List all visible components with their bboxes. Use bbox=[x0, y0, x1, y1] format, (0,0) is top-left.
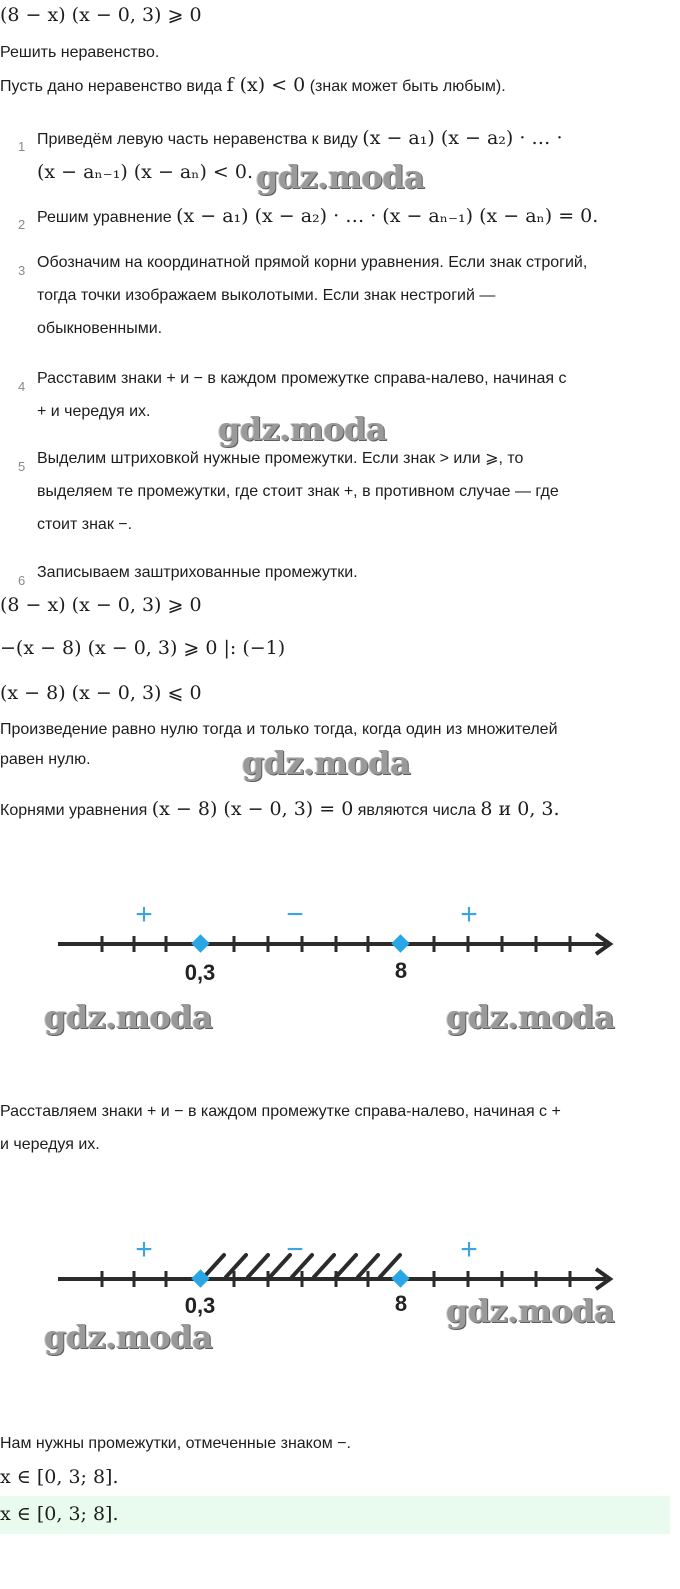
step-4 bbox=[18, 362, 674, 428]
equation-2: −(x − 8) (x − 0, 3) ⩾ 0 |: (−1) bbox=[0, 637, 286, 659]
point-label: 0,3 bbox=[184, 1293, 216, 1318]
roots-text: Корнями уравнения (x − 8) (x − 0, 3) = 0 являются числа 8 и 0, 3. bbox=[0, 798, 560, 820]
signs-text-line1: Расставляем знаки + и − в каждом промежутке справа-налево, начиная с + bbox=[0, 1103, 561, 1120]
point-marker bbox=[191, 934, 209, 952]
zero-product-line1: Произведение равно нулю тогда и только тогда, когда один из множителей bbox=[0, 721, 558, 738]
sign-label: + bbox=[135, 898, 153, 931]
need-text: Нам нужны промежутки, отмеченные знаком −. bbox=[0, 1435, 351, 1452]
step-number: 6 bbox=[18, 573, 26, 588]
sign-label: + bbox=[135, 1233, 153, 1266]
watermark: gdz.moda bbox=[446, 1292, 615, 1330]
sign-label: − bbox=[286, 898, 304, 931]
sign-label: + bbox=[460, 898, 478, 931]
sign-label: + bbox=[460, 1233, 478, 1266]
step-number: 3 bbox=[18, 263, 26, 278]
watermark: gdz.moda bbox=[256, 158, 425, 196]
step-4-line2: + и чередуя их. bbox=[37, 403, 151, 420]
step-2 bbox=[18, 200, 674, 234]
step-1-line2: (x − aₙ₋₁) (x − aₙ) < 0. bbox=[37, 161, 253, 183]
point-marker bbox=[391, 934, 409, 952]
step-3-line3: обыкновенными. bbox=[37, 320, 163, 337]
point-label: 8 bbox=[394, 1291, 408, 1316]
answer-box bbox=[0, 1496, 670, 1534]
step-6-text: Записываем заштрихованные промежутки. bbox=[37, 564, 358, 581]
step-5-line2: выделяем те промежутки, где стоит знак +, в противном случае — где bbox=[37, 483, 559, 500]
watermark: gdz.moda bbox=[44, 1318, 213, 1356]
step-6 bbox=[18, 556, 674, 589]
equation-1: (8 − x) (x − 0, 3) ⩾ 0 bbox=[0, 594, 202, 616]
step-5-line3: стоит знак −. bbox=[37, 516, 133, 533]
step-3-line1: Обозначим на координатной прямой корни уравнения. Если знак строгий, bbox=[37, 254, 588, 271]
step-number: 2 bbox=[18, 217, 26, 232]
number-line-2 bbox=[0, 1225, 680, 1335]
point-label: 8 bbox=[394, 958, 408, 983]
step-5 bbox=[18, 442, 674, 541]
step-number: 4 bbox=[18, 379, 26, 394]
watermark: gdz.moda bbox=[218, 410, 387, 448]
step-4-line1: Расставим знаки + и − в каждом промежутке справа-налево, начиная с bbox=[37, 370, 567, 387]
number-line-1 bbox=[0, 890, 680, 1000]
result: x ∈ [0, 3; 8]. bbox=[0, 1466, 119, 1488]
step-5-line1: Выделим штриховкой нужные промежутки. Если знак > или ⩾, то bbox=[37, 450, 524, 467]
step-number: 5 bbox=[18, 459, 26, 474]
step-2-text: Решим уравнение (x − a₁) (x − a₂) · … · (x − aₙ₋₁) (x − aₙ) = 0. bbox=[37, 205, 599, 227]
signs-text-line2: и чередуя их. bbox=[0, 1136, 100, 1153]
sign-label: − bbox=[286, 1233, 304, 1266]
task-text: Решить неравенство. bbox=[0, 44, 160, 61]
header-inequality: (8 − x) (x − 0, 3) ⩾ 0 bbox=[0, 4, 202, 26]
watermark: gdz.moda bbox=[44, 998, 213, 1036]
intro-text bbox=[0, 70, 680, 102]
intro-prefix: Пусть дано неравенство вида bbox=[0, 78, 227, 95]
zero-product-line2: равен нулю. bbox=[0, 751, 91, 768]
point-marker bbox=[391, 1269, 409, 1287]
point-label: 0,3 bbox=[184, 960, 216, 985]
step-1-line1: Приведём левую часть неравенства к виду (x − a₁) (x − a₂) · … · bbox=[37, 127, 563, 149]
intro-suffix: (знак может быть любым). bbox=[305, 78, 506, 95]
step-number: 1 bbox=[18, 139, 26, 154]
equation-3: (x − 8) (x − 0, 3) ⩽ 0 bbox=[0, 682, 202, 704]
step-3 bbox=[18, 246, 674, 345]
answer-text: x ∈ [0, 3; 8]. bbox=[0, 1503, 119, 1525]
step-3-line2: тогда точки изображаем выколотыми. Если знак нестрогий — bbox=[37, 287, 496, 304]
watermark: gdz.moda bbox=[446, 998, 615, 1036]
intro-formula: f (x) < 0 bbox=[226, 74, 306, 96]
step-1 bbox=[18, 122, 674, 189]
watermark: gdz.moda bbox=[242, 744, 411, 782]
